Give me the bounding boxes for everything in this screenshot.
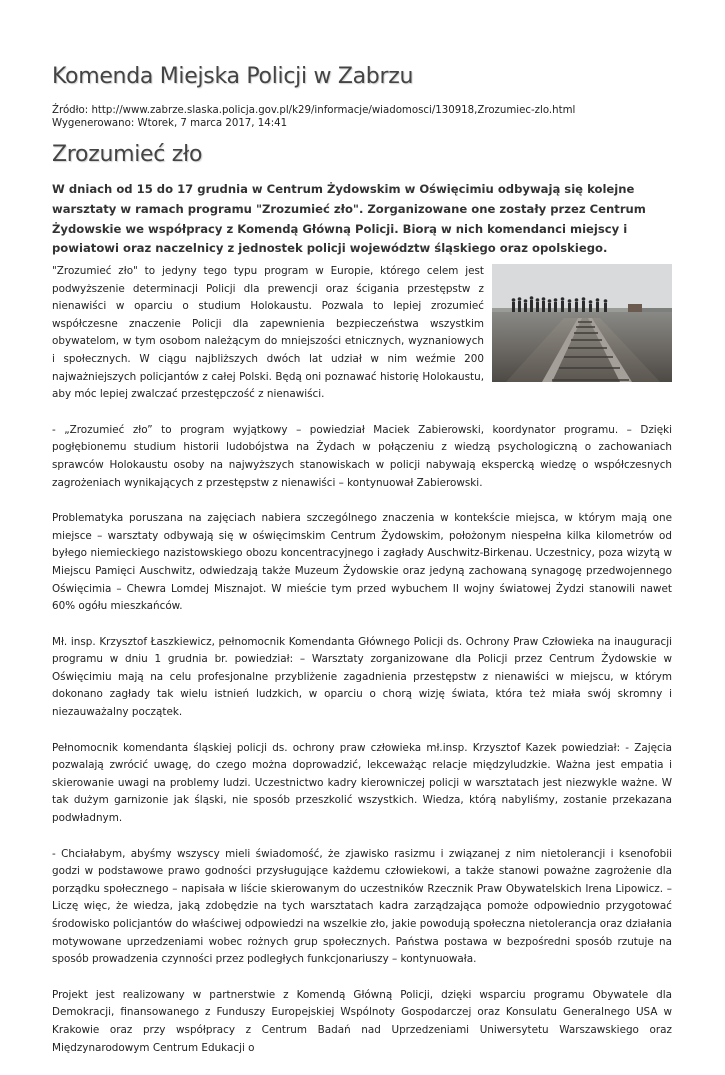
article-paragraph: Projekt jest realizowany w partnerstwie z Komendą Główną Policji, dzięki wsparciu programu Obywatele dla Demokracji, finansowanego z Funduszy Europejskiej Wspólnoty Gospodarczej oraz Konsulatu Generalnego USA w Krakowie oraz przy współpracy z Centrum Badań nad Uprzedzeniami Uniwersytetu Warszawskiego oraz Międzynarodowym Centrum Edukacji o [52, 988, 672, 1054]
article-body [52, 263, 672, 1075]
article-lead: W dniach od 15 do 17 grudnia w Centrum Żydowskim w Oświęcimiu odbywają się kolejne warsztaty w ramach programu "Zrozumieć zło". Zorganizowane one zostały przez Centrum Żydowskie we współpracy z Komendą Główną Policji. Biorą w nich komendanci miejscy i powiatowi oraz naczelnicy z jednostek policji województw śląskiego oraz opolskiego. [52, 182, 646, 256]
article-paragraph: - Chciałabym, abyśmy wszyscy mieli świadomość, że zjawisko rasizmu i związanej z nim nietolerancji i ksenofobii godzi w podstawowe prawo godności przysługujące każdemu człowiekowi, a także stanowi poważne zagrożenie dla porządku społecznego – napisała w liście skierowanym do uczestników Rzecznik Praw Obywatelskich Irena Lipowicz. – Liczę więc, że wiedza, jaką zdobędzie na tych warsztatach kadra zarządzająca pomoże odpowiednio przygotować środowisko policjantów do właściwej odpowiedzi na wszelkie zło, jakie powodują społeczna nietolerancja oraz działania motywowane uprzedzeniami wobec rożnych grup społecznych. Państwa postawa w bezpośredni sposób rzutuje na sposób prowadzenia czynności przez podległych funkcjonariuszy – kontynuowała. [52, 847, 672, 966]
article-paragraph: Problematyka poruszana na zajęciach nabiera szczególnego znaczenia w kontekście miejsca, w którym mają one miejsce – warsztaty odbywają się w oświęcimskim Centrum Żydowskim, położonym niespełna kilka kilometrów od byłego niemieckiego nazistowskiego obozu koncentracyjnego i zagłady Auschwitz-Birkenau. Uczestnicy, poza wizytą w Miejscu Pamięci Auschwitz, odwiedzają także Muzeum Żydowskie oraz jedyną zachowaną synagogę przedwojennego Oświęcimia – Chewra Lomdej Misznajot. W mieście tym przed wybuchem II wojny światowej Żydzi stanowili nawet 60% ogółu mieszkańców. [52, 512, 672, 613]
article-paragraph: Pełnomocnik komendanta śląskiej policji ds. ochrony praw człowieka mł.insp. Krzysztof Kazek powiedział: - Zajęcia pozwalają zwrócić uwagę, do czego można doprowadzić, lekceważąc relacje międzyludzkie. Ważna jest empatia i skierowanie uwagi na problemy ludzi. Uczestnictwo kadry kierowniczej policji w warsztatach jest niezwykle ważne. W tak dużym garnizonie jak śląski, nie sposób przeszkolić wszystkich. Wiedza, którą nabyliśmy, zostanie przekazana podwładnym. [52, 741, 672, 825]
article-paragraph: Mł. insp. Krzysztof Łaszkiewicz, pełnomocnik Komendanta Głównego Policji ds. Ochrony Praw Człowieka na inauguracji programu w dniu 1 grudnia br. powiedział: – Warsztaty zorganizowane dla Policji przez Centrum Żydowskie w Oświęcimiu mają na celu profesjonalne przybliżenie zagadnienia przestępstw z nienawiści w miejscu, w którym dokonano zagłady tak wielu istnień ludzkich, w oparciu o chorą wizję świata, która też miała swój skromny i niezauważalny początek. [52, 635, 672, 719]
site-title: Komenda Miejska Policji w Zabrzu [52, 64, 414, 89]
railway-tracks-photo [492, 264, 672, 382]
article-paragraph: "Zrozumieć zło" to jedyny tego typu program w Europie, którego celem jest podwyższenie determinacji Policji dla prewencji oraz ścigania przestępstw z nienawiści w oparciu o studium Holokaustu. Pozwala to lepiej zrozumieć współczesne znaczenie Policji dla zapewnienia bezpieczeństwa wszystkim obywatelom, w tym osobom należącym do mniejszości etnicznych, wyznaniowych i społecznych. W ciągu najbliższych dwóch lat udział w nim weźmie 200 najważniejszych policjantów z całej Polski. Będą oni poznawać historię Holokaustu, aby móc lepiej zwalczać przestępczość z nienawiści. [52, 263, 672, 404]
document-meta [52, 104, 575, 130]
article-title: Zrozumieć zło [52, 142, 203, 167]
generated-line: Wygenerowano: Wtorek, 7 marca 2017, 14:41 [52, 118, 288, 129]
article-paragraph: - „Zrozumieć zło” to program wyjątkowy – powiedział Maciek Zabierowski, koordynator programu. – Dzięki pogłębionemu studium historii ludobójstwa na Żydach w połączeniu z wiedzą psychologiczną o zachowaniach sprawców Holokaustu osoby na najwyższych stanowiskach w policji nabywają ekspercką wiedzę o współczesnych zagrożeniach wynikających z przestępstw z nienawiści – kontynuował Zabierowski. [52, 423, 672, 489]
source-line: Źródło: http://www.zabrze.slaska.policja.gov.pl/k29/informacje/wiadomosci/130918,Zrozumiec-zlo.html [52, 105, 576, 116]
